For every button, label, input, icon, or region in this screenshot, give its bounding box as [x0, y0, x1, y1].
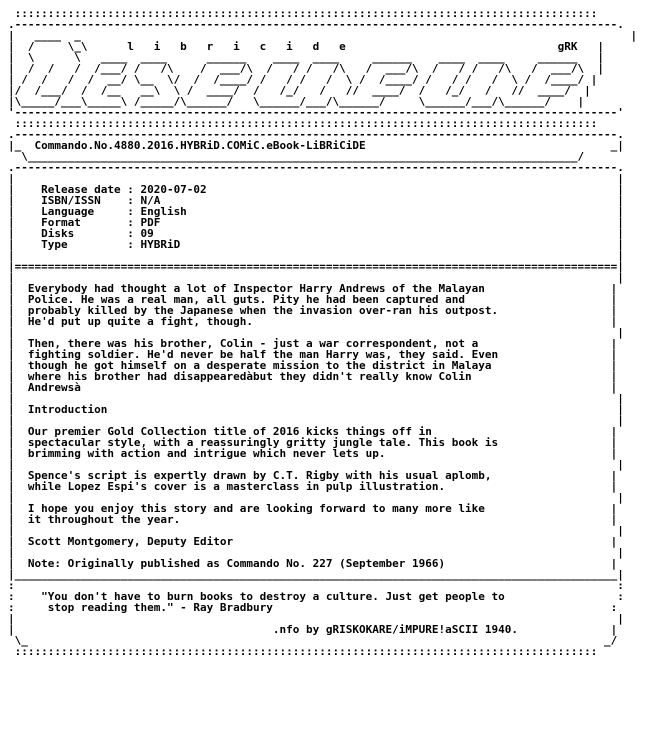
- nfo-line: \_ _/: [8, 634, 618, 647]
- nfo-line: ::::::::::::::::::::::::::::::::::::::::::::::::::::::::::::::::::::::::::::::::::::::::: [8, 645, 598, 658]
- nfo-line: | |: [8, 546, 624, 559]
- nfo-line: .-------------------------------------------------------------------------------------------.: [8, 18, 624, 31]
- nfo-line: | |: [8, 524, 624, 537]
- nfo-line: | / \_\ l i b r i c i d e gRK |: [8, 40, 605, 53]
- nfo-line: '-------------------------------------------------------------------------------------------': [8, 106, 624, 119]
- nfo-line: |/ /___/ / /__ __\ \ / ____/ / /_/ / // ____/ / /_/ / // ____/ |: [8, 84, 591, 97]
- nfo-line: | |: [8, 612, 624, 625]
- nfo-line: | Andrewsà |: [8, 381, 618, 394]
- nfo-line: | Type : HYBRiD |: [8, 238, 624, 251]
- nfo-line: |===========================================================================================|: [8, 260, 624, 273]
- nfo-line: | Disks : 09 |: [8, 227, 624, 240]
- nfo-line: | Police. He was a real man, all guts. Pity he had been captured and |: [8, 293, 618, 306]
- nfo-line: |_ Commando.No.4880.2016.HYBRiD.COMiC.eBook-LiBRiCiDE _|: [8, 139, 624, 152]
- nfo-line: | spectacular style, with a reassuringly gritty jungle tale. This book is |: [8, 436, 618, 449]
- nfo-line: | ____ _ |: [8, 29, 638, 42]
- nfo-line: \___________________________________________________________________________________/: [8, 150, 585, 163]
- nfo-line: | Everybody had thought a lot of Inspector Harry Andrews of the Malayan |: [8, 282, 618, 295]
- nfo-line: |\_____/___\_____\ /_____/\______/ \______/___/\______/ \______/___/\______/ |: [8, 95, 585, 108]
- nfo-line: | I hope you enjoy this story and are looking forward to many more like |: [8, 502, 618, 515]
- nfo-line: | |: [8, 414, 624, 427]
- nfo-document: [8, 8, 637, 657]
- nfo-line: : stop reading them." - Ray Bradbury :: [8, 601, 618, 614]
- nfo-line: | Note: Originally published as Commando No. 227 (September 1966) |: [8, 557, 618, 570]
- nfo-line: | |: [8, 458, 624, 471]
- nfo-line: | fighting soldier. He'd never be half the man Harry was, they said. Even |: [8, 348, 618, 361]
- nfo-line: | |: [8, 249, 624, 262]
- nfo-line: : "You don't have to burn books to destroy a culture. Just get people to :: [8, 590, 624, 603]
- nfo-line: .-------------------------------------------------------------------------------------------.: [8, 161, 624, 174]
- nfo-line: | probably killed by the Japanese when the invasion over-ran his outpost. |: [8, 304, 618, 317]
- nfo-line: | / / / /___/ / /\ / ___/\ / / / /\ / ___/\ / / / /\ / ___/\ |: [8, 62, 605, 75]
- nfo-line: | |: [8, 326, 624, 339]
- nfo-line: | |: [8, 172, 624, 185]
- nfo-line: | .nfo by gRISKOKARE/iMPURE!aSCII 1940. |: [8, 623, 618, 636]
- nfo-line: | / / / / __/ \__ \/ / /____/ / / / / \ / /____/ / / / / \ / /____/ |: [8, 73, 598, 86]
- nfo-line: | |: [8, 491, 624, 504]
- nfo-line: | brimming with action and intrigue which never lets up. |: [8, 447, 618, 460]
- nfo-line: | Format : PDF |: [8, 216, 624, 229]
- nfo-line: | |: [8, 271, 624, 284]
- nfo-line: | ISBN/ISSN : N/A |: [8, 194, 624, 207]
- nfo-line: .-------------------------------------------------------------------------------------------.: [8, 128, 624, 141]
- nfo-line: | Our premier Gold Collection title of 2016 kicks things off in |: [8, 425, 618, 438]
- nfo-line: | Scott Montgomery, Deputy Editor |: [8, 535, 618, 548]
- nfo-line: | while Lopez Espi's cover is a masterclass in pulp illustration. |: [8, 480, 618, 493]
- nfo-line: | Introduction |: [8, 403, 624, 416]
- nfo-line: | Spence's script is expertly drawn by C.T. Rigby with his usual aplomb, |: [8, 469, 618, 482]
- nfo-line: | He'd put up quite a fight, though. |: [8, 315, 618, 328]
- nfo-line: | Release date : 2020-07-02 |: [8, 183, 624, 196]
- nfo-line: | where his brother had disappearedàbut they didn't really know Colin |: [8, 370, 618, 383]
- nfo-line: | |: [8, 392, 624, 405]
- nfo-line: | Language : English |: [8, 205, 624, 218]
- nfo-line: | \ \ ____ ____ ______ ____ ____ ______ ____ ____ ______ |: [8, 51, 605, 64]
- nfo-line: | it throughout the year. |: [8, 513, 618, 526]
- nfo-line: | though he got himself on a desperate mission to the district in Malaya |: [8, 359, 618, 372]
- nfo-line: : :: [8, 579, 624, 592]
- nfo-line: ::::::::::::::::::::::::::::::::::::::::::::::::::::::::::::::::::::::::::::::::::::::::: [8, 117, 598, 130]
- nfo-line: | Then, there was his brother, Colin - just a war correspondent, not a |: [8, 337, 618, 350]
- nfo-line: |___________________________________________________________________________________________|: [8, 568, 624, 581]
- nfo-line: ::::::::::::::::::::::::::::::::::::::::::::::::::::::::::::::::::::::::::::::::::::::::: [8, 7, 598, 20]
